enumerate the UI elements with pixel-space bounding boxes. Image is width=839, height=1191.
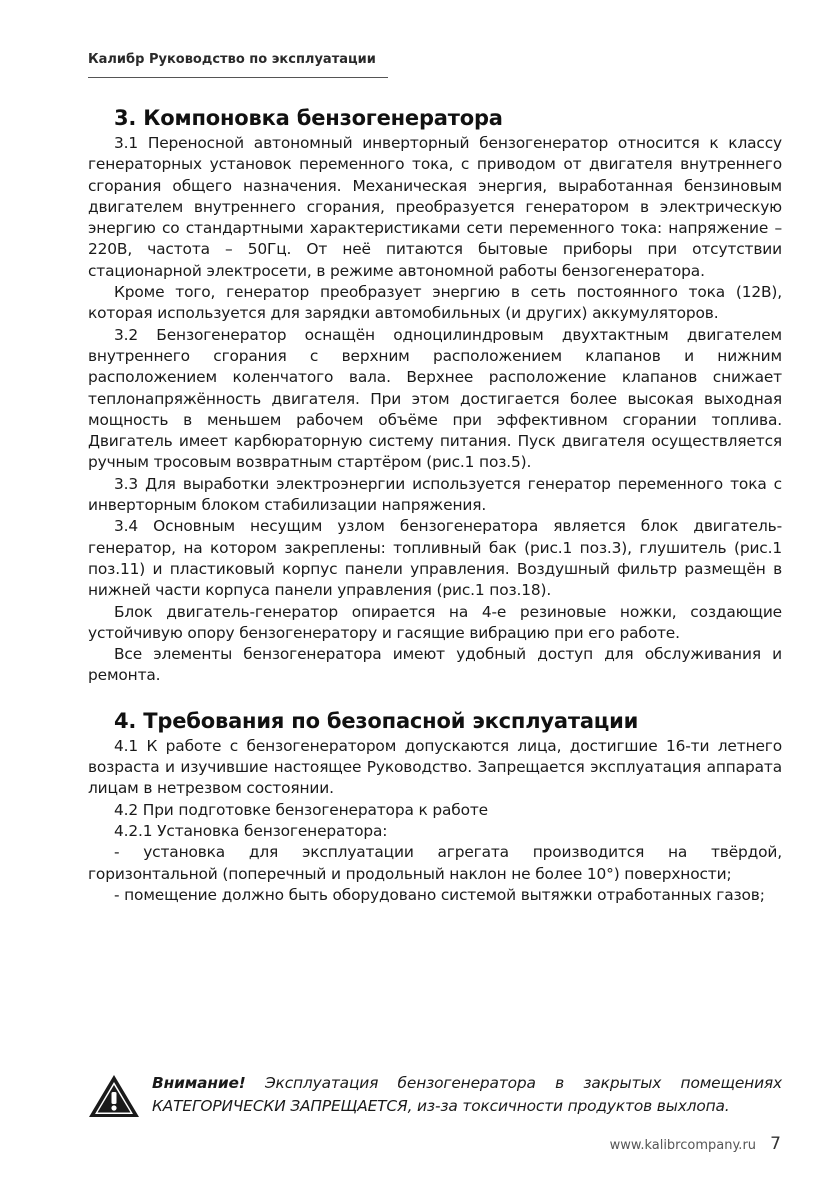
section-3-heading: 3. Компоновка бензогенератора [114,106,503,130]
header-title: Калибр Руководство по эксплуатации [88,52,376,67]
paragraph: Блок двигатель-генератор опирается на 4-е резиновые ножки, создающие устойчивую опору бензогенератору и гасящие вибрацию при его работе. [88,602,782,642]
paragraph: - помещение должно быть оборудовано системой вытяжки отработанных газов; [114,885,765,904]
warning-message: Эксплуатация бензогенератора в закрытых помещениях КАТЕГОРИЧЕСКИ ЗАПРЕЩАЕТСЯ, из-за токсичности продуктов выхлопа. [152,1074,782,1115]
paragraph: - установка для эксплуатации агрегата производится на твёрдой, горизонтальной (поперечный и продольный наклон не более 10°) поверхности; [88,843,782,883]
paragraph: 4.1 К работе с бензогенератором допускаются лица, достигшие 16-ти летнего возраста и изучившие настоящее Руководство. Запрещается эксплуатация аппарата лицам в нетрезвом состоянии. [88,736,782,798]
paragraph: 4.2 При подготовке бензогенератора к работе [114,800,489,819]
page-content [88,104,782,906]
section-4-heading: 4. Требования по безопасной эксплуатации [114,708,639,733]
paragraph: Кроме того, генератор преобразует энергию в сеть постоянного тока (12В), которая используется для зарядки автомобильных (и других) аккумуляторов. [88,283,782,323]
warning-triangle-icon [88,1074,140,1118]
page-footer [610,1134,781,1154]
warning-text [152,1072,782,1118]
section-spacer [88,687,782,707]
page-number: 7 [770,1134,781,1154]
warning-label: Внимание! [152,1074,246,1092]
paragraph: 3.3 Для выработки электроэнергии используется генератор переменного тока с инверторным блоком стабилизации напряжения. [88,474,782,515]
paragraph: 4.2.1 Установка бензогенератора: [114,821,388,840]
running-header [88,47,388,78]
warning-box [88,1072,782,1122]
footer-url: www.kalibrcompany.ru [609,1138,757,1153]
paragraph: 3.1 Переносной автономный инверторный бензогенератор относится к классу генераторных установок переменного тока, с приводом от двигателя внутреннего сгорания общего назначения. Механическая энергия, выработанная бензиновым двигателем внутреннего сгорания, преобразуется генератором в электрическую энергию со стандартными характеристиками сети переменного тока: напряжение – 220В, частота – 50Гц. От неё питаются бытовые приборы при отсутствии стационарной электросети, в режиме автономной работы бензогенератора. [88,134,782,280]
paragraph: 3.2 Бензогенератор оснащён одноцилиндровым двухтактным двигателем внутреннего сгорания с верхним расположением клапанов и нижним расположением коленчатого вала. Верхнее расположение клапанов снижает теплонапряжённость двигателя. При этом достигается более высокая выходная мощность в меньшем рабочем объёме при эффективном сгорании топлива. Двигатель имеет карбюраторную систему питания. Пуск двигателя осуществляется ручным тросовым возвратным стартёром (рис.1 поз.5). [88,325,782,472]
paragraph: Все элементы бензогенератора имеют удобный доступ для обслуживания и ремонта. [88,645,782,685]
paragraph: 3.4 Основным несущим узлом бензогенератора является блок двигатель-генератор, на котором закреплены: топливный бак (рис.1 поз.3), глушитель (рис.1 поз.11) и пластиковый корпус панели управления. Воздушный фильтр размещён в нижней части корпуса панели управления (рис.1 поз.18). [88,517,782,600]
